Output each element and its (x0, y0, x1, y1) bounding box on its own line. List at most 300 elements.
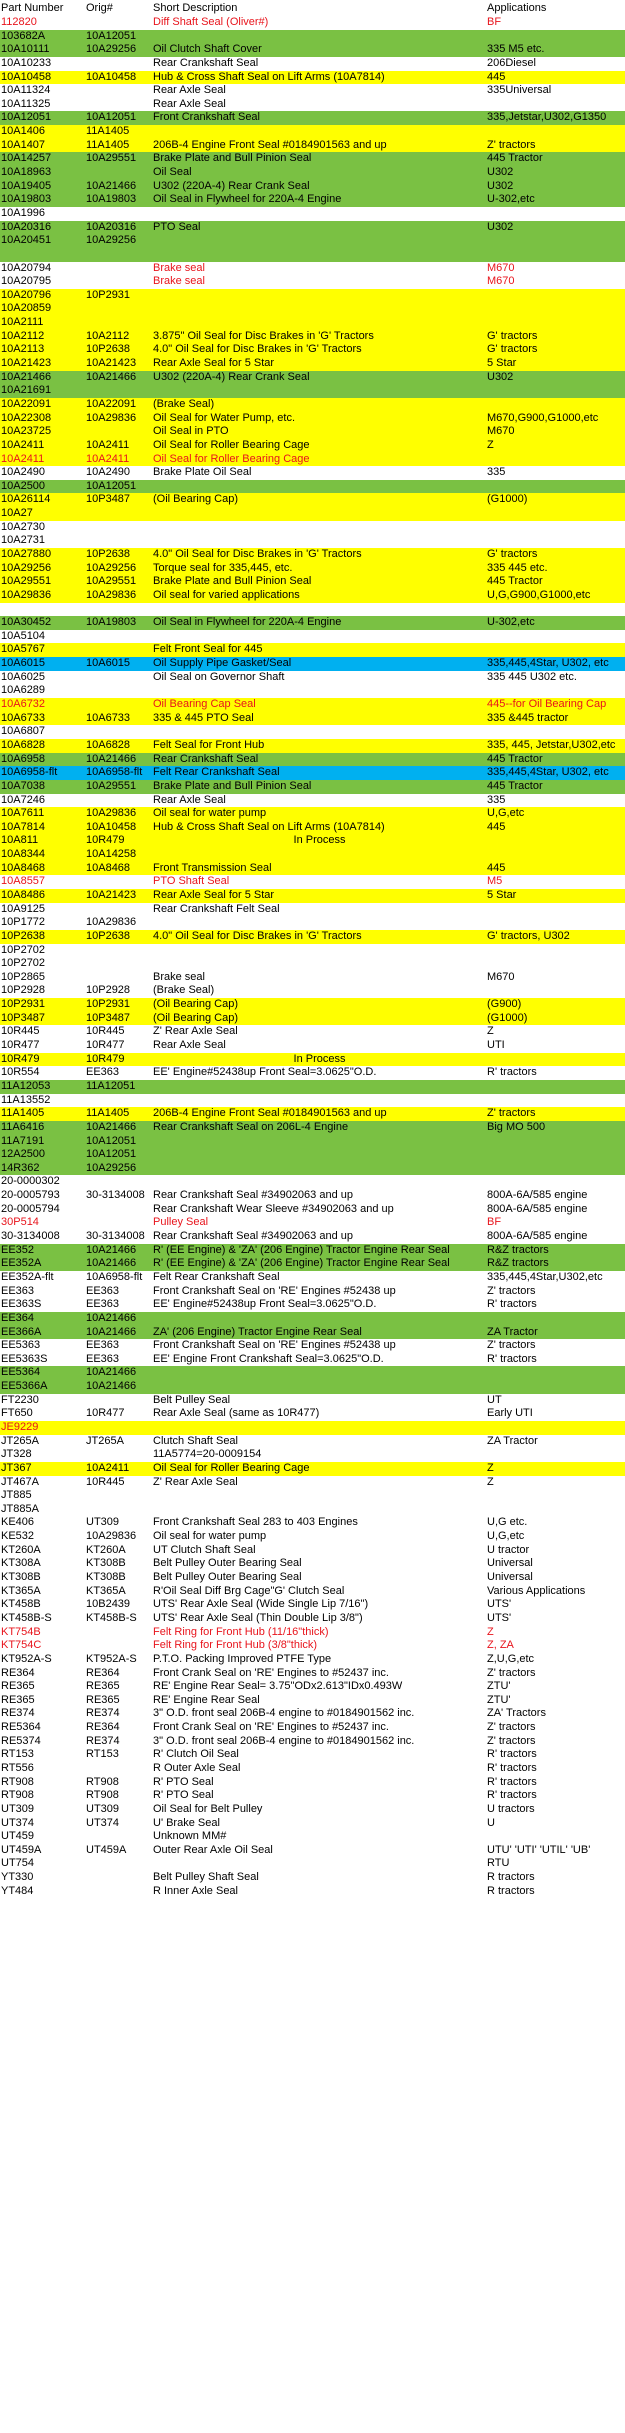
cell-orig (85, 1639, 152, 1653)
cell-orig (85, 1421, 152, 1435)
table-row (0, 1285, 625, 1299)
cell-part-number: 10A1406 (1, 125, 46, 138)
cell-part-number: RE364 (1, 1666, 35, 1679)
cell-orig (85, 1871, 152, 1885)
table-row (0, 30, 625, 44)
cell-short-description: Brake Plate and Bull Pinion Seal (153, 152, 312, 165)
cell-short-description: Unknown MM# (153, 1830, 227, 1843)
table-row (0, 1421, 625, 1435)
cell-part-number: 10A6807 (1, 725, 46, 738)
cell-part-number: 10A23725 (1, 425, 52, 438)
table-row (0, 534, 625, 548)
cell-applications (486, 643, 625, 657)
cell-applications: Various Applications (487, 1584, 586, 1597)
cell-part-number: UT374 (1, 1816, 35, 1829)
cell-orig (85, 275, 152, 289)
cell-short-description: 335 & 445 PTO Seal (153, 711, 254, 724)
cell-applications: (G1000) (487, 1011, 528, 1024)
table-body (0, 16, 625, 1898)
cell-part-number: 20-0000302 (1, 1175, 60, 1188)
cell-part-number: UT459A (1, 1843, 42, 1856)
cell-part-number: 14R362 (1, 1161, 40, 1174)
table-row (0, 725, 625, 739)
cell-orig: KT308B (86, 1557, 126, 1570)
cell-short-description (152, 1489, 486, 1503)
table-row (0, 480, 625, 494)
table-row (0, 562, 625, 576)
cell-part-number: 10A9125 (1, 902, 46, 915)
cell-part-number: 10A26114 (1, 493, 51, 506)
cell-short-description (152, 1312, 486, 1326)
cell-short-description: Rear Crankshaft Seal on 206L-4 Engine (153, 1120, 349, 1133)
table-row (0, 1435, 625, 1449)
cell-orig: 11A1405 (86, 138, 130, 151)
cell-applications: 335 &445 tractor (487, 711, 569, 724)
cell-short-description (152, 725, 486, 739)
cell-applications (486, 207, 625, 221)
cell-orig (85, 957, 152, 971)
cell-applications (486, 1489, 625, 1503)
cell-part-number: 10A20794 (1, 261, 52, 274)
cell-applications: 800A-6A/585 engine (487, 1189, 588, 1202)
cell-orig (85, 971, 152, 985)
table-row (0, 1503, 625, 1517)
cell-part-number: KT754C (1, 1639, 42, 1652)
cell-part-number: 10P2931 (1, 998, 46, 1011)
cell-orig: 10P2638 (86, 929, 131, 942)
table-row (0, 1885, 625, 1899)
table-row (0, 739, 625, 753)
cell-orig: 11A1405 (86, 125, 130, 138)
cell-applications: R' tractors (487, 1789, 537, 1802)
table-row (0, 1721, 625, 1735)
cell-short-description: Front Crankshaft Seal (153, 111, 260, 124)
table-row (0, 698, 625, 712)
cell-part-number: 10A20316 (1, 220, 52, 233)
cell-short-description (152, 1148, 486, 1162)
table-row (0, 1148, 625, 1162)
cell-applications (486, 1148, 625, 1162)
cell-applications: Universal (487, 1571, 533, 1584)
cell-part-number: RT908 (1, 1789, 34, 1802)
cell-part-number: 10A6958 (1, 752, 46, 765)
cell-part-number: 10A29836 (1, 588, 52, 601)
cell-part-number: 10A6733 (1, 711, 46, 724)
cell-part-number: 10A14257 (1, 152, 52, 165)
cell-orig: RE374 (86, 1734, 120, 1747)
cell-short-description: R' (EE Engine) & 'ZA' (206 Engine) Tractor Engine Rear Seal (153, 1243, 450, 1256)
cell-short-description: Oil Seal (153, 166, 192, 179)
cell-orig: EE363 (86, 1352, 120, 1365)
cell-short-description: U302 (220A-4) Rear Crank Seal (153, 179, 310, 192)
cell-part-number: 10A12051 (1, 111, 52, 124)
table-row (0, 166, 625, 180)
cell-applications: Z' tractors (487, 1339, 536, 1352)
cell-part-number: 10A20859 (1, 302, 52, 315)
table-row (0, 1025, 625, 1039)
cell-orig (85, 1857, 152, 1871)
table-row (0, 753, 625, 767)
table-row (0, 330, 625, 344)
cell-part-number: 103682A (1, 29, 46, 42)
cell-applications (486, 398, 625, 412)
cell-short-description (152, 1135, 486, 1149)
cell-short-description (152, 630, 486, 644)
cell-applications (486, 480, 625, 494)
cell-part-number: EE352A-flt (1, 1270, 54, 1283)
cell-part-number: 10A21691 (1, 384, 52, 397)
cell-short-description: 4.0" Oil Seal for Disc Brakes in 'G' Tractors (153, 547, 362, 560)
cell-applications: M670 (487, 970, 515, 983)
cell-applications: G' tractors (487, 343, 538, 356)
table-row (0, 1639, 625, 1653)
cell-orig: 10A6958-flt (86, 766, 143, 779)
cell-short-description: Oil Seal for Water Pump, etc. (153, 411, 296, 424)
cell-part-number: 10P3487 (1, 1011, 46, 1024)
cell-short-description: EE' Engine#52438up Front Seal=3.0625"O.D. (153, 1066, 377, 1079)
table-row (0, 889, 625, 903)
table-row (0, 1830, 625, 1844)
cell-applications (486, 1830, 625, 1844)
cell-part-number: 20-0005794 (1, 1202, 60, 1215)
cell-short-description (152, 1421, 486, 1435)
cell-orig (85, 944, 152, 958)
cell-short-description: Rear Axle Seal for 5 Star (153, 889, 275, 901)
cell-short-description: RE' Engine Rear Seal= 3.75"ODx2.613"IDx0.493W (153, 1680, 403, 1693)
cell-part-number: EE5366A (1, 1380, 48, 1393)
cell-applications: Early UTI (487, 1407, 533, 1420)
cell-short-description (152, 603, 486, 617)
table-row (0, 1857, 625, 1871)
cell-orig: 10A29256 (86, 234, 137, 247)
cell-orig: 10A2112 (86, 329, 130, 342)
cell-applications: R tractors (487, 1884, 535, 1897)
table-row (0, 780, 625, 794)
cell-part-number: 10A11324 (1, 84, 51, 97)
table-row (0, 1585, 625, 1599)
cell-short-description: Oil seal for water pump (153, 1530, 267, 1543)
table-row (0, 384, 625, 398)
cell-short-description: Oil Seal in PTO (153, 425, 229, 438)
table-row (0, 1257, 625, 1271)
header-part-number: Part Number (1, 2, 64, 14)
cell-short-description: Rear Crankshaft Seal #34902063 and up (153, 1230, 353, 1243)
cell-applications (486, 1503, 625, 1517)
cell-short-description: Hub & Cross Shaft Seal on Lift Arms (10A7814) (153, 820, 385, 833)
cell-part-number: 10A2730 (1, 520, 46, 533)
cell-part-number: 10A22091 (1, 397, 52, 410)
table-row (0, 125, 625, 139)
cell-part-number: EE363S (1, 1298, 42, 1311)
cell-applications (486, 1080, 625, 1094)
cell-orig: 10A21423 (86, 889, 137, 901)
cell-orig (85, 534, 152, 548)
cell-short-description: Rear Axle Seal (same as 10R477) (153, 1407, 320, 1420)
cell-part-number: 10A2411 (1, 452, 45, 465)
cell-applications: U,G,etc (487, 807, 525, 820)
cell-part-number: 10A22308 (1, 411, 52, 424)
cell-part-number: 10A7814 (1, 820, 46, 833)
cell-short-description: Oil Seal for Roller Bearing Cage (153, 438, 310, 451)
cell-short-description: R Outer Axle Seal (153, 1762, 241, 1774)
cell-short-description (152, 302, 486, 316)
cell-applications (486, 30, 625, 44)
cell-part-number: EE5363S (1, 1352, 48, 1365)
cell-part-number: 112820 (1, 16, 37, 28)
cell-short-description: Belt Pulley Outer Bearing Seal (153, 1571, 302, 1584)
cell-applications (486, 1380, 625, 1394)
table-row (0, 357, 625, 371)
cell-applications (486, 684, 625, 698)
cell-part-number: 10A6015 (1, 657, 46, 670)
cell-orig: RE374 (86, 1707, 120, 1720)
table-row (0, 1653, 625, 1667)
cell-applications: ZTU' (487, 1693, 511, 1706)
table-row (0, 43, 625, 57)
cell-short-description: Front Transmission Seal (153, 861, 272, 874)
table-row (0, 1489, 625, 1503)
cell-applications: M670 (487, 275, 515, 288)
cell-short-description: (Oil Bearing Cap) (153, 998, 238, 1011)
cell-orig: 10A2411 (86, 1461, 130, 1474)
cell-part-number: 10P2928 (1, 984, 46, 997)
cell-part-number: JT467A (1, 1475, 39, 1488)
cell-applications: Z' tractors (487, 1284, 536, 1297)
table-row (0, 1530, 625, 1544)
table-row (0, 1476, 625, 1490)
cell-applications: U-302,etc (487, 616, 535, 629)
cell-orig: 10R479 (86, 834, 125, 847)
cell-applications: Z' tractors (487, 1734, 536, 1747)
table-row (0, 248, 625, 262)
cell-orig (85, 603, 152, 617)
cell-applications: 335, 445, Jetstar,U302,etc (487, 738, 616, 751)
cell-part-number: 10A20796 (1, 288, 52, 301)
cell-orig (85, 725, 152, 739)
cell-applications: U302 (487, 166, 514, 179)
cell-applications (486, 1366, 625, 1380)
table-row (0, 1776, 625, 1790)
cell-orig: 10A12051 (86, 1148, 137, 1161)
cell-part-number: KE532 (1, 1530, 35, 1543)
cell-orig: 10A29836 (86, 807, 137, 820)
cell-applications: 445 Tractor (487, 779, 543, 792)
table-row (0, 1735, 625, 1749)
cell-applications (486, 944, 625, 958)
cell-part-number: 10A2411 (1, 438, 45, 451)
cell-part-number: FT2230 (1, 1393, 39, 1406)
cell-part-number: 30-3134008 (1, 1230, 60, 1243)
table-row (0, 548, 625, 562)
table-row (0, 603, 625, 617)
table-row (0, 807, 625, 821)
cell-applications: UTS' (487, 1611, 512, 1624)
cell-applications: U302 (487, 179, 514, 192)
cell-applications: 445 Tractor (487, 752, 543, 765)
cell-short-description: Rear Crankshaft Wear Sleeve #34902063 and up (153, 1202, 394, 1215)
cell-orig (85, 643, 152, 657)
cell-orig: RT908 (86, 1775, 119, 1788)
cell-short-description: Oil Seal for Roller Bearing Cage (153, 452, 310, 465)
cell-part-number: 10A11325 (1, 97, 51, 110)
cell-applications (486, 234, 625, 248)
table-row (0, 984, 625, 998)
cell-short-description: Pulley Seal (153, 1216, 209, 1229)
cell-part-number: 11A6416 (1, 1120, 45, 1133)
cell-short-description: Front Crankshaft Seal on 'RE' Engines #52438 up (153, 1284, 396, 1297)
cell-orig: KT260A (86, 1543, 126, 1556)
cell-part-number: 10A21423 (1, 357, 52, 370)
table-row (0, 1216, 625, 1230)
cell-short-description: 206B-4 Engine Front Seal #0184901563 and up (153, 1107, 387, 1120)
cell-applications: Z (487, 1625, 494, 1638)
cell-part-number: RT908 (1, 1775, 34, 1788)
cell-short-description: Oil Seal in Flywheel for 220A-4 Engine (153, 193, 342, 206)
cell-short-description (152, 957, 486, 971)
cell-part-number: 10A29256 (1, 561, 52, 574)
cell-part-number: 10P2638 (1, 929, 46, 942)
cell-orig: 10A19803 (86, 616, 137, 629)
table-row (0, 275, 625, 289)
cell-applications: Big MO 500 (487, 1120, 546, 1133)
table-row (0, 616, 625, 630)
cell-short-description: 3" O.D. front seal 206B-4 engine to #0184901562 inc. (153, 1734, 415, 1747)
cell-orig: 10A21466 (86, 1120, 137, 1133)
cell-short-description: Felt Front Seal for 445 (153, 643, 263, 656)
cell-applications: 335 445 etc. (487, 561, 548, 574)
cell-applications (486, 1053, 625, 1067)
cell-part-number: 10A6958-flt (1, 766, 58, 779)
cell-applications (486, 302, 625, 316)
cell-short-description: R Inner Axle Seal (153, 1884, 238, 1897)
cell-short-description: (Oil Bearing Cap) (153, 493, 238, 506)
cell-orig (85, 1448, 152, 1462)
cell-applications (486, 916, 625, 930)
cell-part-number: 10A27 (1, 507, 33, 520)
table-row (0, 794, 625, 808)
cell-part-number: RE5364 (1, 1721, 41, 1734)
cell-part-number: 10A8486 (1, 889, 46, 901)
cell-short-description: Oil Supply Pipe Gasket/Seal (153, 657, 292, 670)
cell-short-description: Front Crank Seal on 'RE' Engines to #52437 inc. (153, 1666, 389, 1679)
cell-short-description: Rear Axle Seal (153, 1039, 226, 1052)
table-row (0, 111, 625, 125)
cell-orig (85, 207, 152, 221)
cell-orig: KT308B (86, 1571, 126, 1584)
cell-applications: 335 M5 etc. (487, 43, 545, 56)
cell-short-description: Front Crankshaft Seal on 'RE' Engines #52438 up (153, 1339, 396, 1352)
cell-orig: 10A21466 (86, 1380, 137, 1393)
cell-short-description: EE' Engine#52438up Front Seal=3.0625"O.D. (153, 1298, 377, 1311)
table-row (0, 16, 625, 30)
cell-short-description: Hub & Cross Shaft Seal on Lift Arms (10A7814) (153, 70, 385, 83)
cell-applications (486, 1162, 625, 1176)
table-row (0, 1203, 625, 1217)
cell-orig: 10A29256 (86, 43, 137, 56)
cell-applications (486, 984, 625, 998)
cell-short-description: In Process (293, 834, 346, 847)
cell-part-number: 10A2113 (1, 343, 45, 356)
cell-short-description: PTO Shaft Seal (153, 875, 230, 888)
table-row (0, 139, 625, 153)
cell-short-description (152, 1503, 486, 1517)
cell-short-description (152, 944, 486, 958)
cell-applications: Universal (487, 1557, 533, 1570)
table-row (0, 944, 625, 958)
table-row (0, 657, 625, 671)
cell-applications: 5 Star (487, 889, 517, 901)
header-orig: Orig# (86, 2, 113, 14)
cell-short-description (152, 848, 486, 862)
cell-applications (486, 289, 625, 303)
cell-part-number: 10A8468 (1, 861, 46, 874)
cell-short-description: (Oil Bearing Cap) (153, 1011, 238, 1024)
cell-applications: Z' tractors (487, 1666, 536, 1679)
cell-applications: Z,U,G,etc (487, 1652, 535, 1665)
cell-orig (85, 1216, 152, 1230)
cell-orig (85, 84, 152, 98)
cell-applications: G' tractors (487, 329, 538, 342)
cell-applications: U,G,etc (487, 1530, 525, 1543)
cell-applications: ZA Tractor (487, 1325, 538, 1338)
table-row (0, 630, 625, 644)
cell-short-description: Rear Crankshaft Felt Seal (153, 902, 280, 915)
cell-part-number: EE363 (1, 1284, 35, 1297)
cell-orig (85, 16, 152, 30)
table-row (0, 152, 625, 166)
cell-orig: 10A10458 (86, 820, 137, 833)
cell-orig: EE363 (86, 1298, 120, 1311)
cell-applications: 445 Tractor (487, 152, 543, 165)
cell-orig (85, 698, 152, 712)
cell-part-number: 10A6025 (1, 670, 46, 683)
cell-part-number: 10A2731 (1, 534, 46, 547)
table-row (0, 343, 625, 357)
cell-applications: 445 (487, 820, 506, 833)
cell-orig (85, 521, 152, 535)
cell-part-number: JT885A (1, 1502, 39, 1515)
cell-applications: U (487, 1816, 495, 1829)
cell-applications: 335 (487, 466, 506, 479)
cell-part-number: EE352A (1, 1257, 42, 1270)
cell-applications (486, 125, 625, 139)
cell-short-description: Felt Seal for Front Hub (153, 738, 265, 751)
table-row (0, 234, 625, 248)
cell-part-number: YT330 (1, 1871, 34, 1884)
cell-applications: R&Z tractors (487, 1243, 549, 1256)
cell-orig: 10A6958-flt (86, 1270, 143, 1283)
table-row (0, 1230, 625, 1244)
cell-orig (85, 1626, 152, 1640)
cell-short-description (152, 534, 486, 548)
table-row (0, 1516, 625, 1530)
cell-short-description (152, 507, 486, 521)
cell-short-description: Felt Rear Crankshaft Seal (153, 1270, 280, 1283)
cell-orig (85, 1489, 152, 1503)
table-row (0, 930, 625, 944)
table-row (0, 180, 625, 194)
cell-part-number: 10A10458 (1, 70, 52, 83)
cell-part-number: RE5374 (1, 1734, 41, 1747)
table-row (0, 1189, 625, 1203)
table-row (0, 848, 625, 862)
header-short-description: Short Description (153, 2, 238, 14)
table-row (0, 1298, 625, 1312)
cell-orig (85, 425, 152, 439)
cell-short-description: R' (EE Engine) & 'ZA' (206 Engine) Tractor Engine Rear Seal (153, 1257, 450, 1270)
cell-orig (85, 57, 152, 71)
cell-applications: M670,G900,G1000,etc (487, 411, 599, 424)
